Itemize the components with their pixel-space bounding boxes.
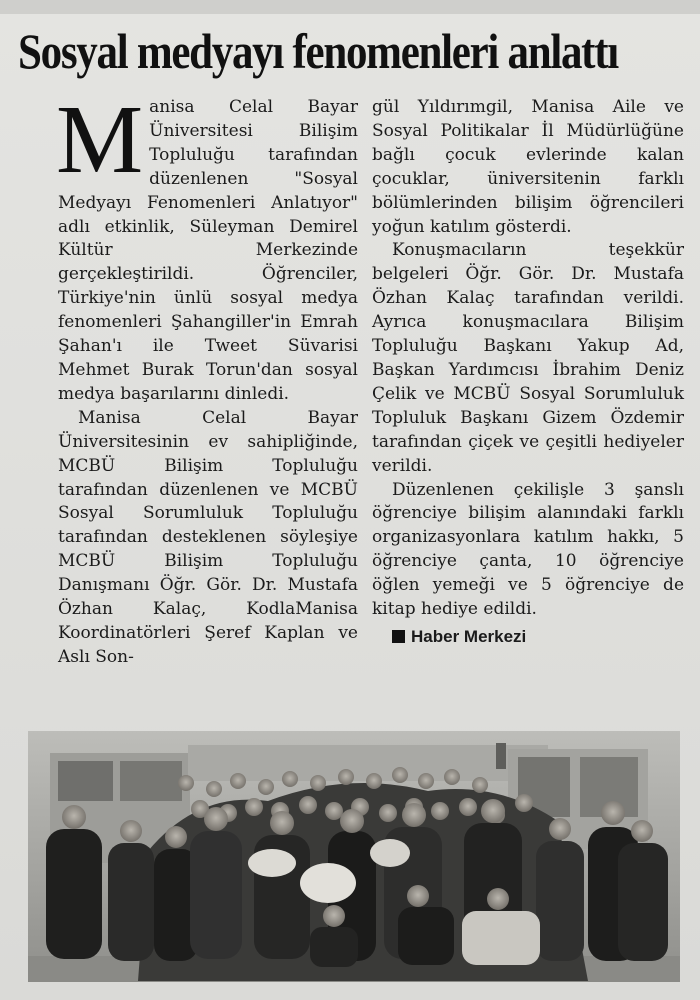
group-photo	[28, 731, 680, 982]
previous-article-strip	[0, 0, 700, 14]
paragraph-1	[56, 86, 358, 407]
paragraph-1-text: anisa Celal Bayar Üniversitesi Bilişim Topluluğu tarafından düzenlenen "Sosyal Medyayı Fenomenleri Anlatıyor" adlı etkinlik, Süleyman Demirel Kültür Merkezinde gerçekleştirildi. Öğrenciler, Türkiye'nin ünlü sosyal medya fenomenleri Şahangiller'in Emrah Şahan'ı ile Tweet Süvarisi Mehmet Burak Torun'dan sosyal medya başarılarını dinledi.	[58, 97, 358, 404]
byline-square-icon	[392, 630, 405, 643]
group-photo-image	[28, 731, 680, 982]
byline-text: Haber Merkezi	[411, 626, 527, 646]
paragraph-2: Manisa Celal Bayar Üniversitesinin ev sahipliğinde, MCBÜ Bilişim Topluluğu tarafından düzenlenen ve MCBÜ Sosyal Sorumluluk Topluluğu tarafından desteklenen söyleşiye MCBÜ Bilişim Topluluğu Danışmanı Öğr. Gör. Dr. Mustafa Özhan Kalaç, KodlaManisa Koordinatörleri Şeref Kaplan ve Aslı Son-	[58, 407, 358, 667]
paragraph-3: gül Yıldırımgil, Manisa Aile ve Sosyal Politikalar İl Müdürlüğüne bağlı çocuk evlerinde kalan çocuklar, üniversitenin farklı bölümlerinden bilişim öğrencileri yoğun katılım gösterdi.	[372, 97, 684, 237]
byline	[372, 626, 684, 648]
paragraph-4: Konuşmacıların teşekkür belgeleri Öğr. Gör. Dr. Mustafa Özhan Kalaç tarafından verildi. Ayrıca konuşmacılara Bilişim Topluluğu Başkanı Yakup Ad, Başkan Yardımcısı İbrahim Deniz Çelik ve MCBÜ Sosyal Sorumluluk Topluluk Başkanı Gizem Özdemir tarafından çiçek ve çeşitli hediyeler verildi.	[372, 240, 684, 476]
drop-cap: M	[56, 86, 144, 194]
article-column-right	[372, 96, 684, 648]
paragraph-5: Düzenlenen çekilişle 3 şanslı öğrenciye bilişim alanındaki farklı organizasyonlara katılım hakkı, 5 öğrenciye çanta, 10 öğrenciye öğlen yemeği ve 5 öğrenciye de kitap hediye edildi.	[372, 479, 684, 620]
headline: Sosyal medyayı fenomenleri anlattı	[18, 23, 618, 79]
article-column-left	[56, 86, 358, 670]
